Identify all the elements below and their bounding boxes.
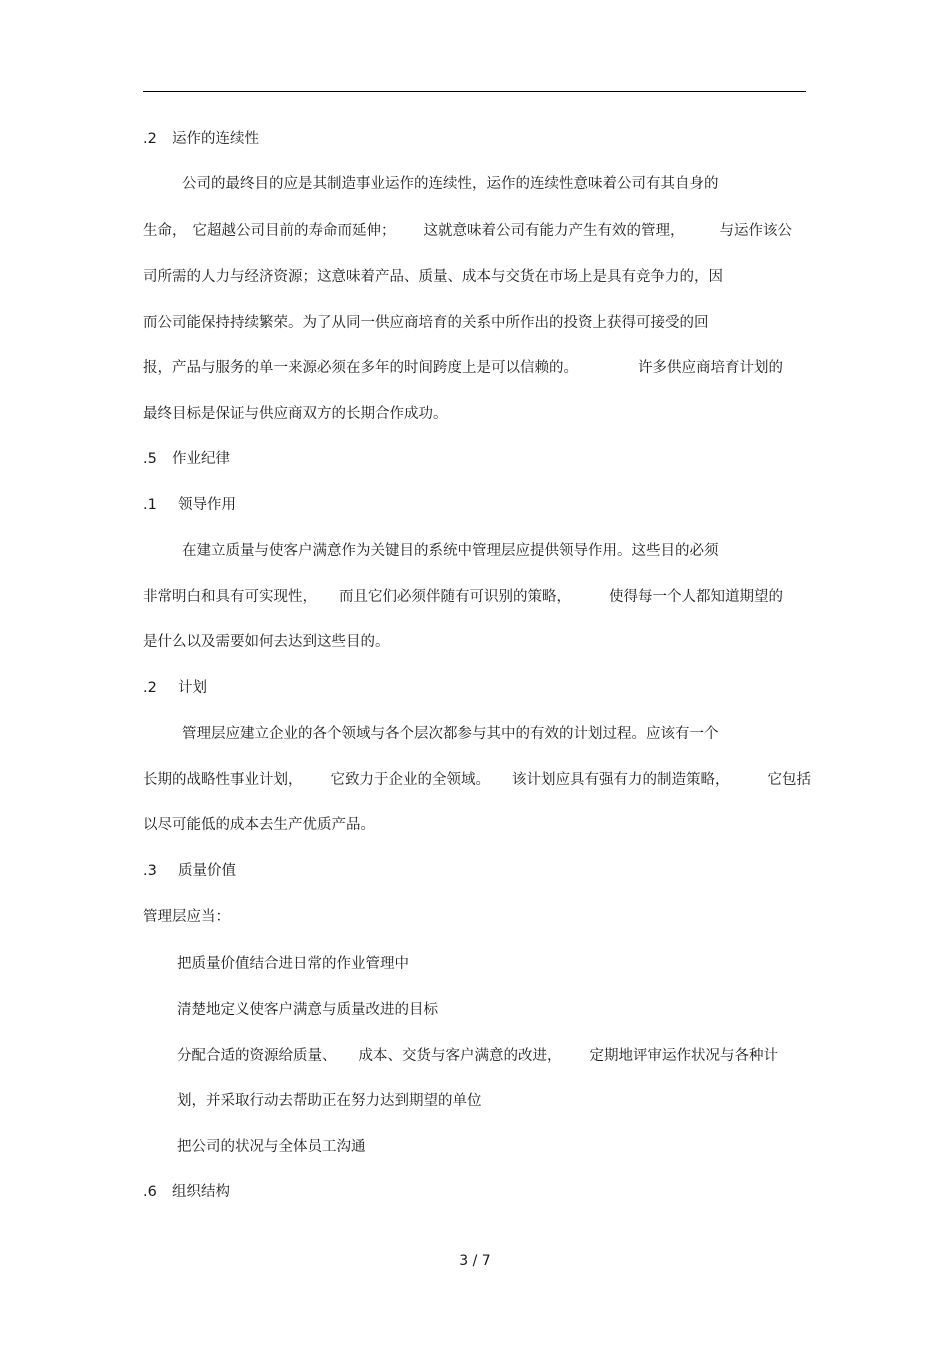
- paragraph-line: 在建立质量与使客户满意作为关键目的系统中管理层应提供领导作用。这些目的必须: [182, 543, 719, 559]
- heading-continuity: [143, 129, 259, 149]
- paragraph-line: 而公司能保持持续繁荣。为了从同一供应商培育的关系中所作出的投资上获得可接受的回: [143, 315, 709, 331]
- paragraph-line: 司所需的人力与经济资源；这意味着产品、质量、成本与交货在市场上是具有竞争力的，因: [143, 269, 723, 285]
- list-item: 清楚地定义使客户满意与质量改进的目标: [177, 1002, 438, 1018]
- section-number: .5: [143, 451, 157, 467]
- section-title: 计划: [178, 680, 207, 696]
- paragraph-line: [143, 358, 783, 378]
- section-title: 领导作用: [178, 497, 236, 513]
- text-run: 成本、交货与客户满意的改进，: [358, 1048, 562, 1064]
- text-run: 这就意味着公司有能力产生有效的管理，: [423, 223, 685, 239]
- heading-work-discipline: [143, 449, 230, 469]
- list-item: 把质量价值结合进日常的作业管理中: [177, 956, 409, 972]
- section-title: 运作的连续性: [172, 131, 259, 147]
- section-title: 作业纪律: [172, 451, 230, 467]
- text-run: 使得每一个人都知道期望的: [609, 589, 783, 605]
- list-item: 把公司的状况与全体员工沟通: [177, 1139, 366, 1155]
- text-run: 长期的战略性事业计划，: [143, 772, 303, 788]
- paragraph-line: 以尽可能低的成本去生产优质产品。: [143, 817, 375, 833]
- paragraph-line: 最终目标是保证与供应商双方的长期合作成功。: [143, 406, 448, 422]
- text-run: 它超越公司目前的寿命而延伸；: [192, 223, 396, 239]
- paragraph-line: 是什么以及需要如何去达到这些目的。: [143, 634, 390, 650]
- text-run: 与运作该公: [719, 223, 792, 239]
- section-number: .3: [143, 863, 157, 879]
- section-number: .6: [143, 1184, 157, 1200]
- paragraph-line: [143, 587, 783, 607]
- paragraph-line: 管理层应建立企业的各个领域与各个层次都参与其中的有效的计划过程。应该有一个: [182, 726, 719, 742]
- text-run: 报，产品与服务的单一来源必须在多年的时间跨度上是可以信赖的。: [143, 360, 578, 376]
- text-run: 生命，: [143, 223, 187, 239]
- paragraph-line: 管理层应当：: [143, 909, 230, 925]
- text-run: 定期地评审运作状况与各种计: [589, 1048, 778, 1064]
- heading-leadership: [143, 495, 236, 515]
- heading-organization: [143, 1182, 230, 1202]
- header-rule: [143, 91, 806, 92]
- heading-quality-value: [143, 861, 236, 881]
- list-item: [177, 1046, 778, 1066]
- text-run: 许多供应商培育计划的: [638, 360, 783, 376]
- section-number: .2: [143, 131, 157, 147]
- section-number: .1: [143, 497, 157, 513]
- text-run: 而且它们必须伴随有可识别的策略，: [339, 589, 571, 605]
- paragraph-line: [143, 221, 792, 241]
- section-title: 质量价值: [178, 863, 236, 879]
- paragraph-line: 公司的最终目的应是其制造事业运作的连续性，运作的连续性意味着公司有其自身的: [182, 176, 719, 192]
- text-run: 该计划应具有强有力的制造策略，: [512, 772, 730, 788]
- section-number: .2: [143, 680, 157, 696]
- section-title: 组织结构: [172, 1184, 230, 1200]
- text-run: 它致力于企业的全领域。: [330, 772, 490, 788]
- list-item-continuation: 划，并采取行动去帮助正在努力达到期望的单位: [177, 1093, 482, 1109]
- text-run: 非常明白和具有可实现性，: [143, 589, 317, 605]
- text-run: 它包括: [767, 772, 811, 788]
- page-number: 3 / 7: [459, 1253, 491, 1269]
- paragraph-line: [143, 770, 811, 790]
- heading-plan: [143, 678, 207, 698]
- text-run: 分配合适的资源给质量、: [177, 1048, 337, 1064]
